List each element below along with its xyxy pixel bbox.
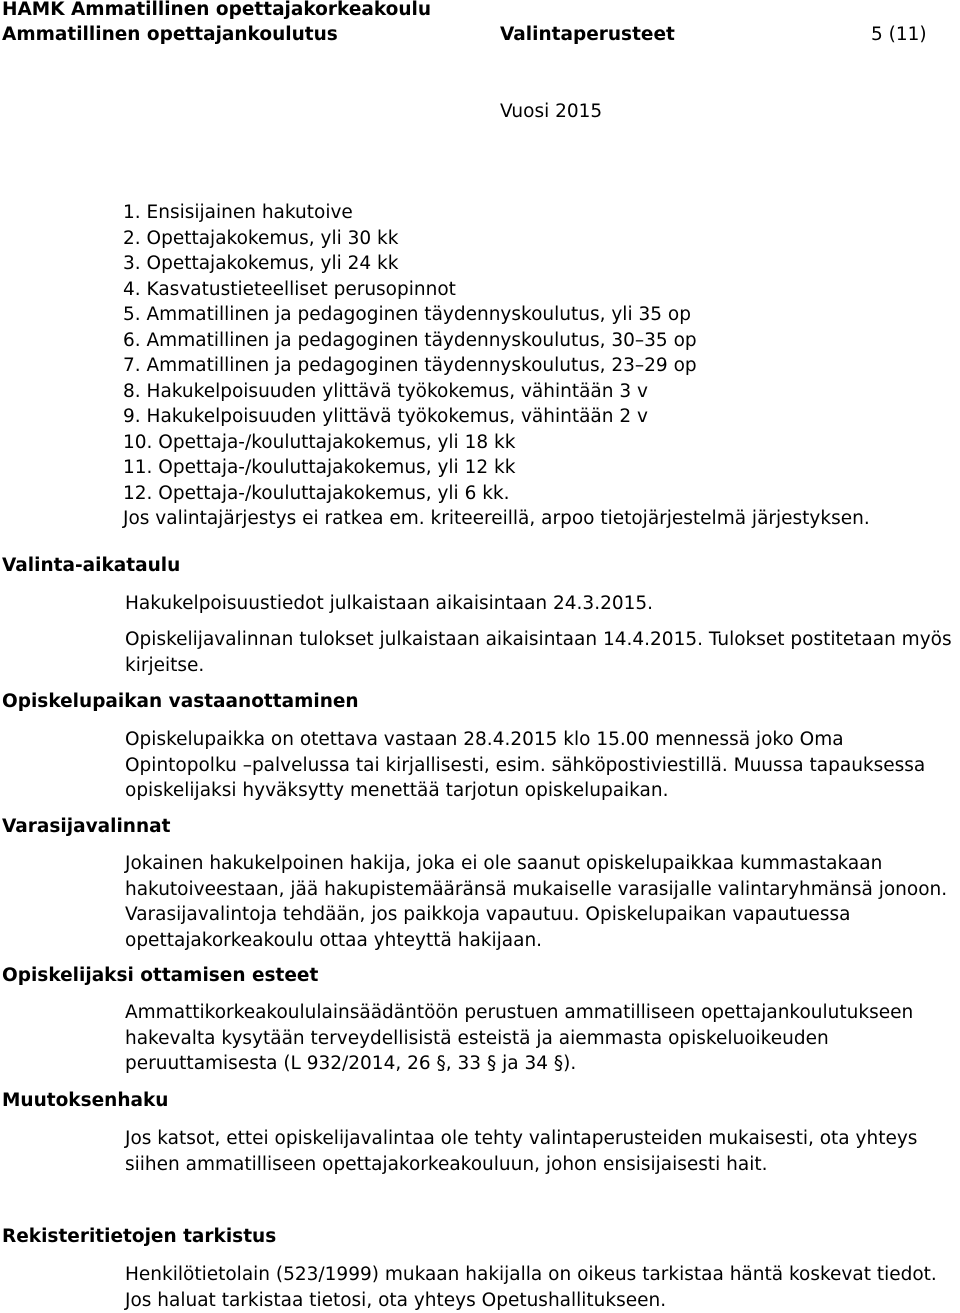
schedule-paragraph-2: Opiskelijavalinnan tulokset julkaistaan aikaisintaan 14.4.2015. Tulokset postitetaan myös kirjeitse.: [125, 629, 952, 676]
list-item: 6. Ammatillinen ja pedagoginen täydennyskoulutus, 30–35 op: [123, 329, 697, 351]
list-item: 10. Opettaja-/kouluttajakokemus, yli 18 kk: [123, 431, 516, 453]
records-paragraph: Henkilötietolain (523/1999) mukaan hakijalla on oikeus tarkistaa häntä koskevat tiedot. Jos haluat tarkistaa tietosi, ota yhteys Opetushallitukseen.: [125, 1264, 937, 1311]
document-year: Vuosi 2015: [500, 101, 603, 122]
list-item: 1. Ensisijainen hakutoive: [123, 202, 353, 223]
schedule-paragraph-1: Hakukelpoisuustiedot julkaistaan aikaisintaan 24.3.2015.: [125, 593, 654, 614]
list-item: 5. Ammatillinen ja pedagoginen täydennyskoulutus, yli 35 op: [123, 304, 691, 325]
records-heading: Rekisteritietojen tarkistus: [2, 1226, 277, 1247]
list-item: 4. Kasvatustieteelliset perusopinnot: [123, 278, 456, 300]
acceptance-paragraph: Opiskelupaikka on otettava vastaan 28.4.2015 klo 15.00 mennessä joko Oma Opintopolku –palvelussa tai kirjallisesti, esim. sähköpostiviestillä. Muussa tapauksessa opiskelijaksi hyväksytty menettää tarjotun opiskelupaikan.: [125, 729, 926, 801]
obstacles-heading: Opiskelijaksi ottamisen esteet: [2, 965, 319, 986]
list-item: 12. Opettaja-/kouluttajakokemus, yli 6 kk.: [123, 482, 510, 504]
list-item: 11. Opettaja-/kouluttajakokemus, yli 12 kk: [123, 457, 516, 478]
list-item: 7. Ammatillinen ja pedagoginen täydennyskoulutus, 23–29 op: [123, 355, 697, 376]
list-item: 9. Hakukelpoisuuden ylittävä työkokemus, vähintään 2 v: [123, 406, 648, 427]
list-item: 2. Opettajakokemus, yli 30 kk: [123, 227, 399, 249]
appeal-paragraph: Jos katsot, ettei opiskelijavalintaa ole tehty valintaperusteiden mukaisesti, ota yhteys siihen ammatilliseen opettajakorkeakouluun, johon ensisijaisesti hait.: [125, 1128, 918, 1175]
document-title: Valintaperusteet: [500, 24, 675, 45]
page-number: 5 (11): [871, 24, 927, 45]
list-item: 3. Opettajakokemus, yli 24 kk: [123, 253, 399, 274]
appeal-heading: Muutoksenhaku: [2, 1090, 169, 1111]
acceptance-heading: Opiskelupaikan vastaanottaminen: [2, 691, 359, 712]
list-item: 8. Hakukelpoisuuden ylittävä työkokemus, vähintään 3 v: [123, 380, 648, 402]
obstacles-paragraph: Ammattikorkeakoululainsäädäntöön perustuen ammatilliseen opettajankoulutukseen hakevalta kysytään terveydellisistä esteistä ja aiemmasta opiskeluoikeuden peruuttamisesta (L 932/2014, 26 §, 33 § ja 34 §).: [125, 1002, 914, 1074]
reserve-paragraph: Jokainen hakukelpoinen hakija, joka ei ole saanut opiskelupaikkaa kummastakaan hakutoiveestaan, jää hakupistemääränsä mukaiselle varasijalle valintaryhmänsä jonoon. Varasijavalintoja tehdään, jos paikkoja vapautuu. Opiskelupaikan vapautuessa opettajakorkeakoulu ottaa yhteyttä hakijaan.: [125, 853, 948, 951]
schedule-heading: Valinta-aikataulu: [2, 555, 181, 576]
list-note: Jos valintajärjestys ei ratkea em. kriteereillä, arpoo tietojärjestelmä järjestyksen.: [123, 508, 870, 529]
institution-name: HAMK Ammatillinen opettajakorkeakoulu: [2, 0, 432, 20]
program-name: Ammatillinen opettajankoulutus: [2, 24, 338, 45]
reserve-heading: Varasijavalinnat: [2, 816, 171, 837]
ranking-criteria-list: [123, 200, 870, 532]
